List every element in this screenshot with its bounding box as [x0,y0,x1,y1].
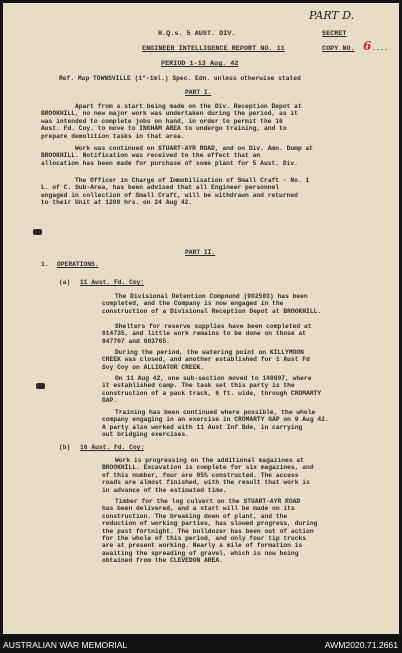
copy-no-value: 6 [363,39,372,53]
header-left: H.Q.s. 5 AUST. DIV. [158,30,236,38]
paragraph-line: to their Unit at 1200 hrs. on 24 Aug 42. [41,199,193,207]
paragraph-line: BROOKHILL. Excavation is complete for six magazines, and [102,464,314,472]
punch-hole [33,229,42,235]
paragraph-line: was intended to complete jobs on hand, in order to permit the 16 [41,117,283,125]
copy-no-dots: .... [372,45,389,53]
part2-heading: PART II. [185,249,216,256]
paragraph-line: engaged in collection of Small Craft, will be withdrawn and returned [41,191,298,199]
paragraph-line: BROOKHILL. Notification was received to the effect that an [41,152,261,160]
document-page [3,3,399,634]
paragraph-line: in advance of the estimated time. [102,486,227,494]
paragraph-line: Work is progressing on the additional magazines at [115,457,304,464]
secret-label: SECRET [322,30,347,38]
paragraph-line: Shelters for reserve supplies have been completed at [115,323,312,330]
copy-no-label: COPY NO. [322,45,355,53]
paragraph-line: are at present working. Nearly a mile of formation is [102,542,303,550]
paragraph-line: reduction of working parties, has slowed progress, during [102,520,318,528]
paragraph-line: Apart from a start being made on the Div. Reception Depot at [75,103,302,110]
paragraph-line: L. of C. Sub-Area, has been advised that all Engineer personnel [41,184,280,192]
sub-b-title: 16 Aust. Fd. Coy: [80,444,145,451]
paragraph-line: The Officer in Charge of Immobilisation of Small Craft - No. 1 [75,177,310,184]
paragraph-line: Timber for the log culvert on the STUART-AYR ROAD [115,498,301,505]
paragraph-line: 014735, and little work remains to be done on those at [102,330,307,338]
footer-right: AWM2020.71.2661 [324,640,398,650]
paragraph-line: CREEK was closed, and another established for 1 Aust Fd [102,356,310,364]
part-label: PART D. [309,9,355,22]
paragraph-line: roads are almost finished, with the result that work is [102,479,310,487]
paragraph-line: During the period, the watering point on KILLYMOON [115,349,304,356]
period: PERIOD 1-13 Aug. 42 [161,60,239,68]
paragraph-line: it established camp. The task set this party is the [102,382,295,390]
paragraph-line: A party also worked with 11 Aust Inf Bde, in carrying [102,423,303,431]
paragraph-line: prepare demolition tasks in that area. [41,132,185,140]
paragraph-line: obtained from the CLEVEDON AREA. [102,557,223,565]
paragraph-line: Training has been continued where possible, the whole [115,409,316,416]
paragraph-line: construction of a Divisional Reception Depot at BROOKHILL. [102,307,322,315]
paragraph-line: for the whole of this period, and only four tip trucks [102,535,307,542]
archive-footer [0,636,402,653]
paragraph-line: BROOKHILL, no new major work was undertaken during the period, as it [41,110,298,118]
part1-heading: PART I. [185,89,212,96]
paragraph-line: Aust. Fd. Coy. to move to INGHAM AREA to undergo training, and to [41,125,287,133]
paragraph-line: 947707 and 003765. [102,337,171,345]
sub-b-label: (b) [59,444,71,451]
report-title: ENGINEER INTELLIGENCE REPORT NO. 11 [142,45,285,53]
sub-a-label: (a) [59,279,71,286]
paragraph-line: Work was continued on STUART-AYR ROAD, and on Div. Amn. Dump at [75,145,314,152]
paragraph-line: out bridging exercises. [102,431,189,439]
paragraph-line: GAP. [102,397,118,405]
paragraph-line: has been delivered, and a start will be made on its [102,505,295,513]
punch-hole [36,383,45,389]
paragraph-line: allocation has been made for purchase of some plant for 5 Aust. Div. [41,159,298,167]
paragraph-line: awaiting the spreading of gravel, which is now being [102,549,299,557]
paragraph-line: Svy Coy on ALLIGATOR CREEK. [102,363,205,371]
paragraph-line: construction of a pack track, 6 ft. wide, through CROMARTY [102,389,322,397]
ref-map: Ref. Map TOWNSVILLE (1"-1ml.) Spec. Edn. unless otherwise stated [59,75,301,82]
sub-a-title: 11 Aust. Fd. Coy: [80,279,145,286]
section-title: OPERATIONS. [57,261,99,268]
footer-left: AUSTRALIAN WAR MEMORIAL [3,640,128,650]
paragraph-line: construction. The breaking down of plant, and the [102,512,288,520]
paragraph-line: company engaging in an exercise in CROMARTY GAP on 9 Aug 42. [102,416,329,424]
paragraph-line: of this number, four are 95% constructed. The access [102,471,299,479]
paragraph-line: The Divisional Detention Compound (902503) has been [115,293,308,300]
paragraph-line: completed, and the Company is now engaged in the [102,300,284,308]
paragraph-line: the past fortnight. The bulldozer has been out of action [102,527,314,535]
paragraph-line: On 11 Aug 42, one sub-section moved to 140607, where [115,375,312,382]
section-number: 1. [41,261,49,268]
